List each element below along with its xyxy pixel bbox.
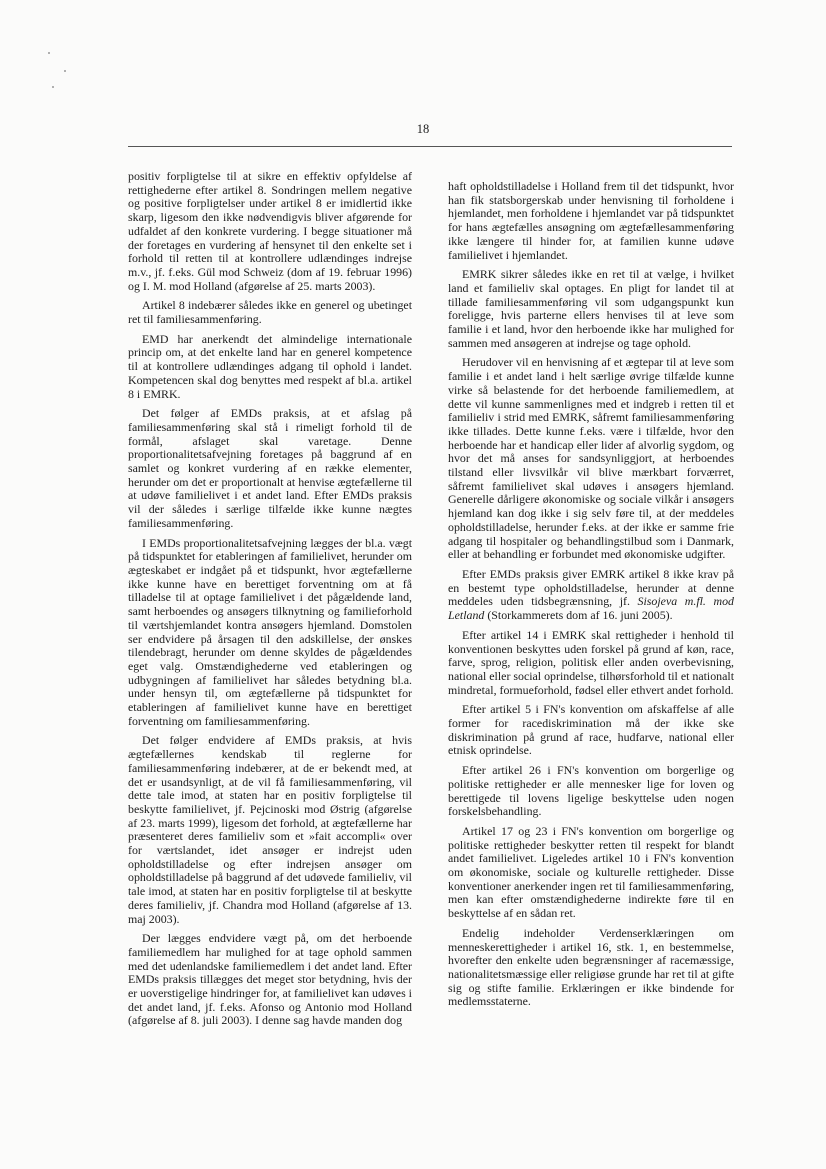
paragraph: EMRK sikrer således ikke en ret til at vælge, i hvilket land et familieliv skal optages. En pligt for landet til at tillade familiesammenføring vil som udgangspunkt kun foreligge, hvis parterne ellers henvises til at leve som familie i et land, hvor den herboende ikke har mulighed for sammen med ansøgeren at indrejse og tage ophold. bbox=[448, 267, 734, 350]
paragraph-text: (Storkammerets dom af 16. juni 2005). bbox=[484, 608, 673, 623]
scan-speck bbox=[48, 52, 50, 54]
paragraph: Artikel 8 indebærer således ikke en generel og ubetinget ret til familiesammenføring. bbox=[128, 298, 412, 327]
paragraph: haft opholdstilladelse i Holland frem til det tidspunkt, hvor han fik statsborgerskab under henvisning til forholdene i hjemlandet, men forholdene i hjemlandet var på tidspunktet for hans ægtefælles ansøgning om ægtefællesammenføring ikke længere til hinder for, at familien kunne udøve familielivet i hjemlandet. bbox=[448, 179, 734, 262]
header-rule bbox=[128, 146, 732, 147]
paragraph: Herudover vil en henvisning af et ægtepar til at leve som familie i et andet land i helt særlige øvrige tilfælde kunne virke så belastende for det herboende familiemedlem, at dette vil kunne sammenlignes med et indgreb i retten til et familieliv i strid med EMRK, såfremt familiesammenføring ikke tillades. Dette kunne f.eks. være i tilfælde, hvor den herboende har et handicap eller lider af alvorlig sygdom, og hvor det må anses for sandsynliggjort, at herboendes tilstand eller livsvilkår vil blive mærkbart forværret, såfremt familielivet skal udøves i ansøgers hjemland. Generelle dårligere økonomiske og sociale vilkår i ansøgers hjemland kan dog ikke i sig selv føre til, at der meddeles opholdstilladelse, herunder f.eks. at der ikke er samme frie adgang til hospitaler og behandlingstilbud som i Danmark, eller at behandling er forbundet med økonomiske udgifter. bbox=[448, 355, 734, 562]
paragraph bbox=[448, 568, 734, 623]
paragraph: Efter artikel 5 i FN's konvention om afskaffelse af alle former for racediskrimination må der ikke ske diskrimination på grund af race, hudfarve, national eller etnisk oprindelse. bbox=[448, 702, 734, 758]
paragraph: I EMDs proportionalitetsafvejning lægges der bl.a. vægt på tidspunktet for etableringen af familielivet, herunder om ægteskabet er indgået på et tidspunkt, hvor ægtefællerne ikke kunne have en berettiget forventning om at få tilladelse til at optage familielivet i det pågældende land, samt herboendes og ansøgers tilknytning og familieforhold til værtshjemlandet kontra ansøgers hjemland. Domstolen ser endvidere på årsagen til den adskillelse, der ønskes tilendebragt, herunder om denne skyldes de pågældendes eget valg. Omstændighederne ved etableringen og udbygningen af familielivet har således betydning bl.a. under hensyn til, om ægtefællerne på tidspunktet for etableringen af familielivet kunne have en berettiget forventning om familiesammenføring. bbox=[128, 535, 412, 728]
paragraph: EMD har anerkendt det almindelige internationale princip om, at det enkelte land har en generel kompetence til at kontrollere udlændinges adgang til ophold i landet. Kompetencen skal dog benyttes med respekt af bl.a. artikel 8 i EMRK. bbox=[128, 331, 412, 401]
paragraph: Endelig indeholder Verdenserklæringen om menneskerettigheder i artikel 16, stk. 1, en bestemmelse, hvorefter den enkelte uden begrænsninger af racemæssige, nationalitetsmæssige eller religiøse grunde har ret til at gifte sig og stifte familie. Erklæringen er ikke bindende for medlemsstaterne. bbox=[448, 925, 734, 1009]
paragraph: Efter artikel 14 i EMRK skal rettigheder i henhold til konventionen beskyttes uden forskel på grund af køn, race, farve, sprog, religion, politisk eller anden overbevisning, national eller social oprindelse, tilhørsforhold til et nationalt mindretal, formueforhold, fødsel eller ethvert andet forhold. bbox=[448, 627, 734, 697]
paragraph: Artikel 17 og 23 i FN's konvention om borgerlige og politiske rettigheder beskytter retten til respekt for blandt andet familielivet. Ligeledes artikel 10 i FN's konvention om økonomiske, sociale og kulturelle rettigheder. Disse konventioner anerkender ingen ret til familiesammenføring, men kan efter omstændighederne indirekte føre til en beskyttelse af en sådan ret. bbox=[448, 823, 734, 921]
paragraph: Det følger endvidere af EMDs praksis, at hvis ægtefællernes kendskab til reglerne for familiesammenføring indebærer, at de er bekendt med, at det er usandsynligt, at de vil få familiesammenføring, vil dette tale imod, at staten har en positiv forpligtelse til beskytte familielivet, jf. Pejcinoski mod Østrig (afgørelse af 23. marts 1999), ligesom det forhold, at ægtefællerne har præsenteret deres familieliv som et »fait accompli« over for værtslandet, idet ansøger er indrejst uden opholdstilladelse og efter indrejsen ansøger om opholdstilladelse på baggrund af det udøvede familieliv, vil tale imod, at staten har en positiv forpligtelse til at beskytte deres familieliv, jf. Chandra mod Holland (afgørelse af 13. maj 2003). bbox=[128, 733, 412, 926]
case-name: Sisojeva m.fl. mod Letland bbox=[448, 594, 734, 623]
paragraph: Efter artikel 26 i FN's konvention om borgerlige og politiske rettigheder er alle mennesker lige for loven og berettigede til lovens ligelige beskyttelse uden nogen forskelsbehandling. bbox=[448, 763, 734, 819]
paragraph: Det følger af EMDs praksis, at et afslag på familiesammenføring skal stå i rimeligt forhold til de formål, afslaget skal varetage. Denne proportionalitetsafvejning foretages på baggrund af en samlet og konkret vurdering af en række elementer, herunder om det er proportionalt at henvise ægtefællerne til at udøve familielivet i et andet land. Efter EMDs praksis vil der således i særlige tilfælde ikke kunne nægtes familiesammenføring. bbox=[128, 406, 412, 530]
page-number: 18 bbox=[416, 122, 430, 136]
paragraph: Der lægges endvidere vægt på, om det herboende familiemedlem har mulighed for at tage ophold sammen med det udenlandske familiemedlem i det andet land. Efter EMDs praksis tillægges det meget stor betydning, hvis der er uoverstigelige hindringer for, at familielivet kan udøves i det andet land, jf. f.eks. Afonso og Antonio mod Holland (afgørelse af 8. juli 2003). I denne sag havde manden dog bbox=[128, 931, 412, 1028]
scan-speck bbox=[52, 86, 54, 88]
scan-speck bbox=[64, 70, 66, 72]
paragraph: positiv forpligtelse til at sikre en effektiv opfyldelse af rettighederne efter artikel 8. Sondringen mellem negative og positive forpligtelser under artikel 8 er imidlertid ikke skarp, ligesom den ikke nødvendigvis bliver afgørende for udfaldet af den konkrete vurdering. I begge situationer må der foretages en vurdering af hensynet til den enkelte set i forhold til retten til at kontrollere udlændinges indrejse m.v., jf. f.eks. Gül mod Schweiz (dom af 19. februar 1996) og I. M. mod Holland (afgørelse af 25. marts 2003). bbox=[128, 169, 412, 293]
right-column bbox=[448, 180, 734, 1015]
paragraph-text: Efter EMDs praksis giver EMRK artikel 8 ikke krav på en bestemt type opholdstilladelse, herunder at denne meddeles uden tidsbegrænsning, jf. bbox=[448, 566, 734, 609]
left-column bbox=[128, 170, 412, 1034]
